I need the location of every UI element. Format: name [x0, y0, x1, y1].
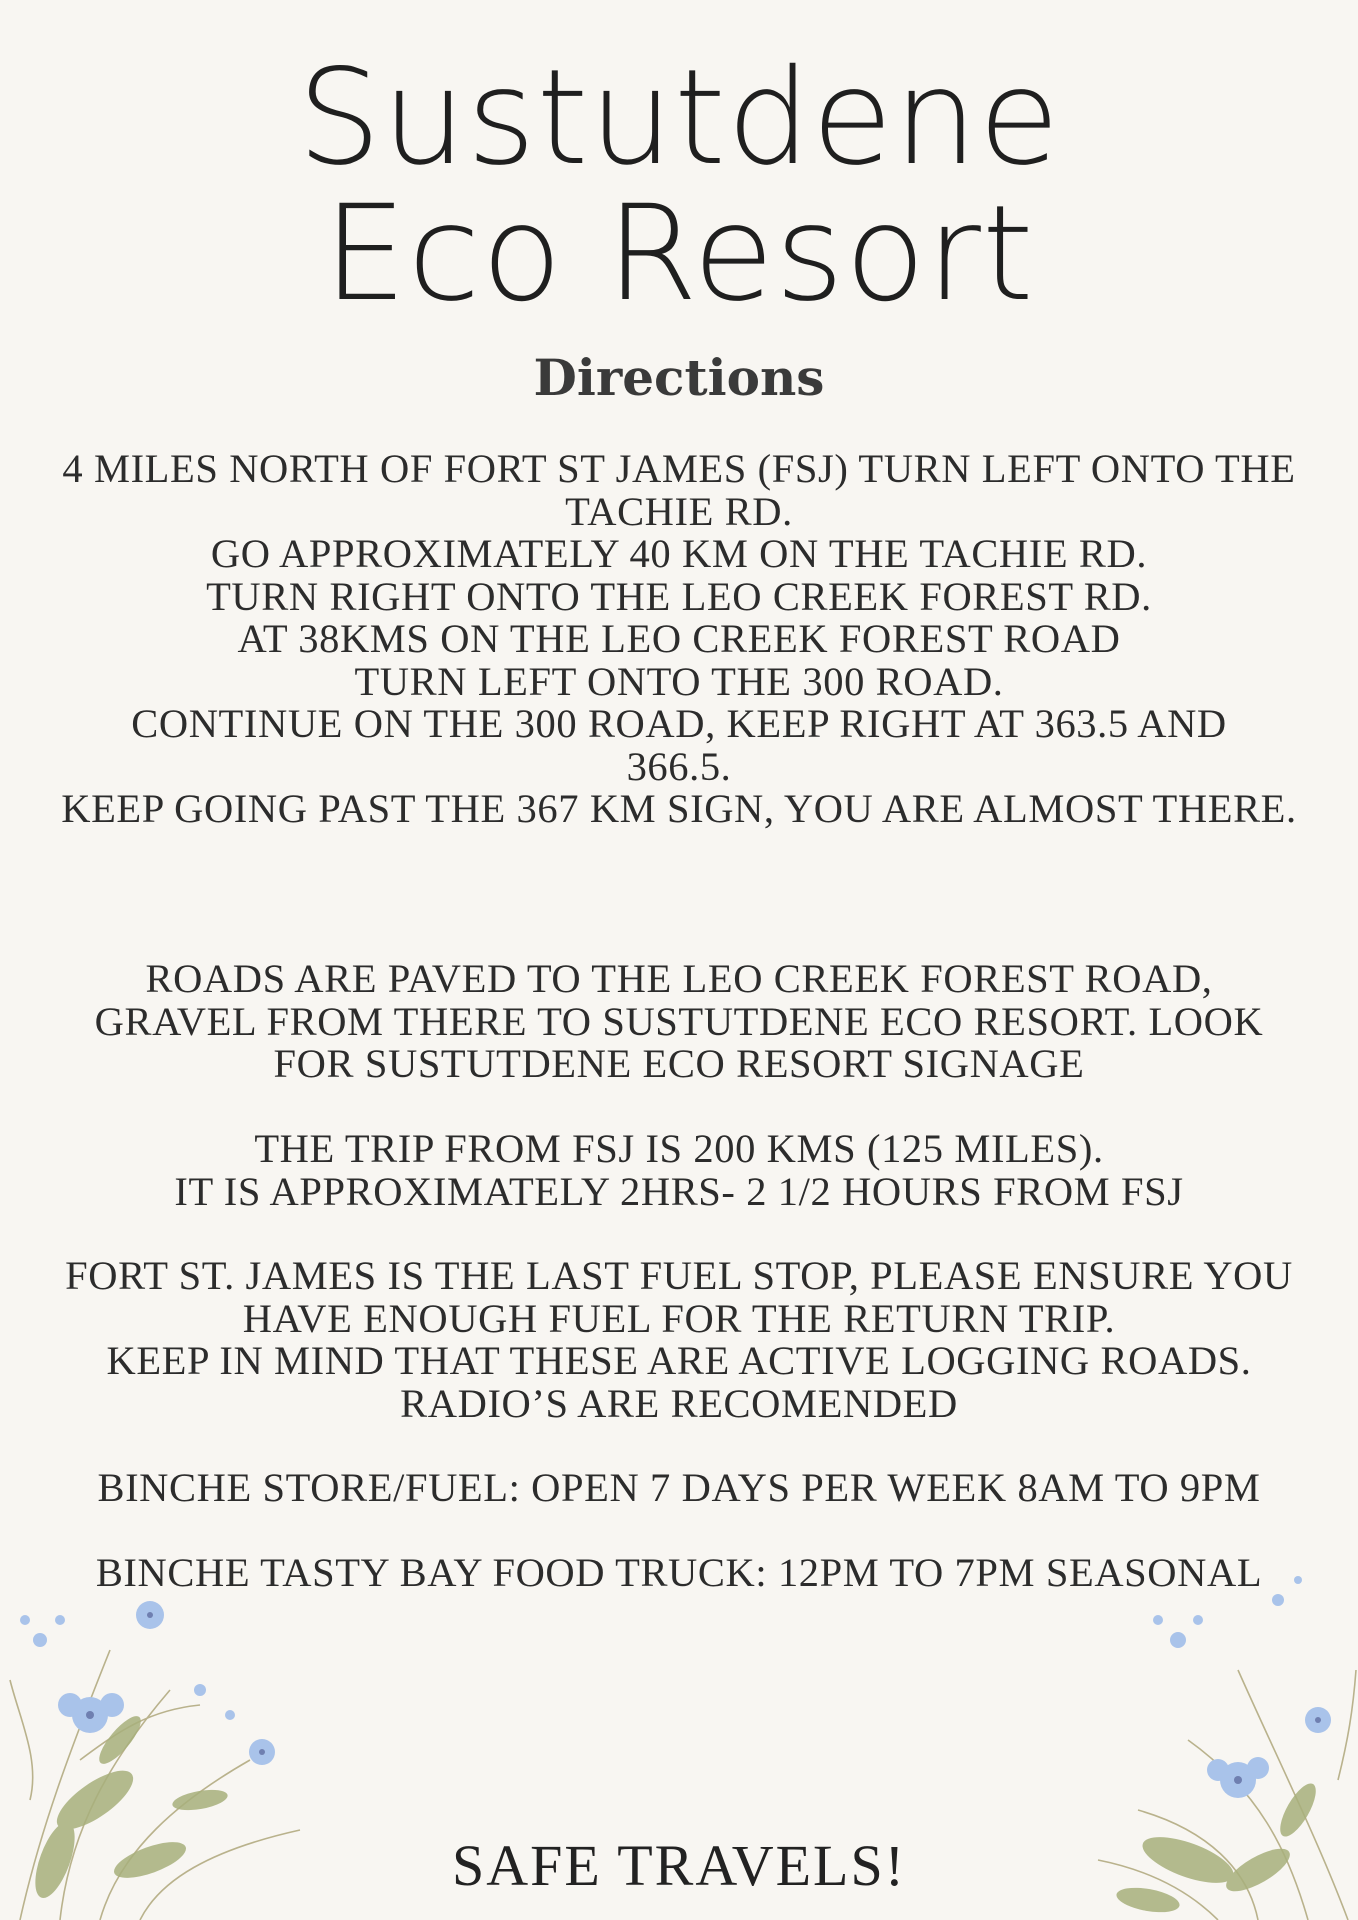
trip-info-block: [0, 1128, 1358, 1213]
resort-name-line1: Sustutdene: [297, 41, 1061, 195]
food-truck-line: BINCHE TASTY BAY FOOD TRUCK: 12PM TO 7PM SEASONAL: [95, 1550, 1263, 1595]
directions-block: [0, 448, 1358, 831]
directions-heading: Directions: [533, 348, 825, 407]
directions-line: TURN LEFT ONTO THE 300 ROAD.: [354, 658, 1004, 704]
closing-message: SAFE TRAVELS!: [451, 1833, 907, 1898]
road-conditions-line: GRAVEL FROM THERE TO SUSTUTDENE ECO RESORT. LOOK: [94, 998, 1264, 1044]
fuel-notice-line: RADIO’S ARE RECOMENDED: [400, 1380, 958, 1426]
directions-line: TURN RIGHT ONTO THE LEO CREEK FOREST RD.: [206, 573, 1152, 619]
directions-line: 366.5.: [626, 743, 732, 789]
road-conditions-block: [0, 958, 1358, 1086]
road-conditions-line: ROADS ARE PAVED TO THE LEO CREEK FOREST ROAD,: [145, 956, 1213, 1001]
fuel-notice-line: FORT ST. JAMES IS THE LAST FUEL STOP, PLEASE ENSURE YOU: [65, 1253, 1293, 1298]
directions-line: TACHIE RD.: [565, 488, 793, 534]
fuel-notice-block: [0, 1255, 1358, 1425]
directions-line: KEEP GOING PAST THE 367 KM SIGN, YOU ARE ALMOST THERE.: [61, 786, 1297, 831]
directions-line: 4 MILES NORTH OF FORT ST JAMES (FSJ) TURN LEFT ONTO THE: [62, 446, 1296, 491]
road-conditions-line: FOR SUSTUTDENE ECO RESORT SIGNAGE: [273, 1041, 1085, 1086]
trip-info-line: THE TRIP FROM FSJ IS 200 KMS (125 MILES).: [254, 1126, 1104, 1171]
store-hours-line: BINCHE STORE/FUEL: OPEN 7 DAYS PER WEEK 8AM TO 9PM: [97, 1465, 1261, 1510]
directions-line: AT 38KMS ON THE LEO CREEK FOREST ROAD: [237, 616, 1121, 661]
fuel-notice-line: HAVE ENOUGH FUEL FOR THE RETURN TRIP.: [242, 1295, 1116, 1341]
directions-line: CONTINUE ON THE 300 ROAD, KEEP RIGHT AT 363.5 AND: [131, 701, 1227, 746]
directions-line: GO APPROXIMATELY 40 KM ON THE TACHIE RD.: [210, 531, 1148, 576]
resort-name-line2: Eco Resort: [323, 177, 1035, 331]
trip-info-line: IT IS APPROXIMATELY 2HRS- 2 1/2 HOURS FROM FSJ: [174, 1168, 1184, 1214]
fuel-notice-line: KEEP IN MIND THAT THESE ARE ACTIVE LOGGING ROADS.: [106, 1338, 1252, 1383]
